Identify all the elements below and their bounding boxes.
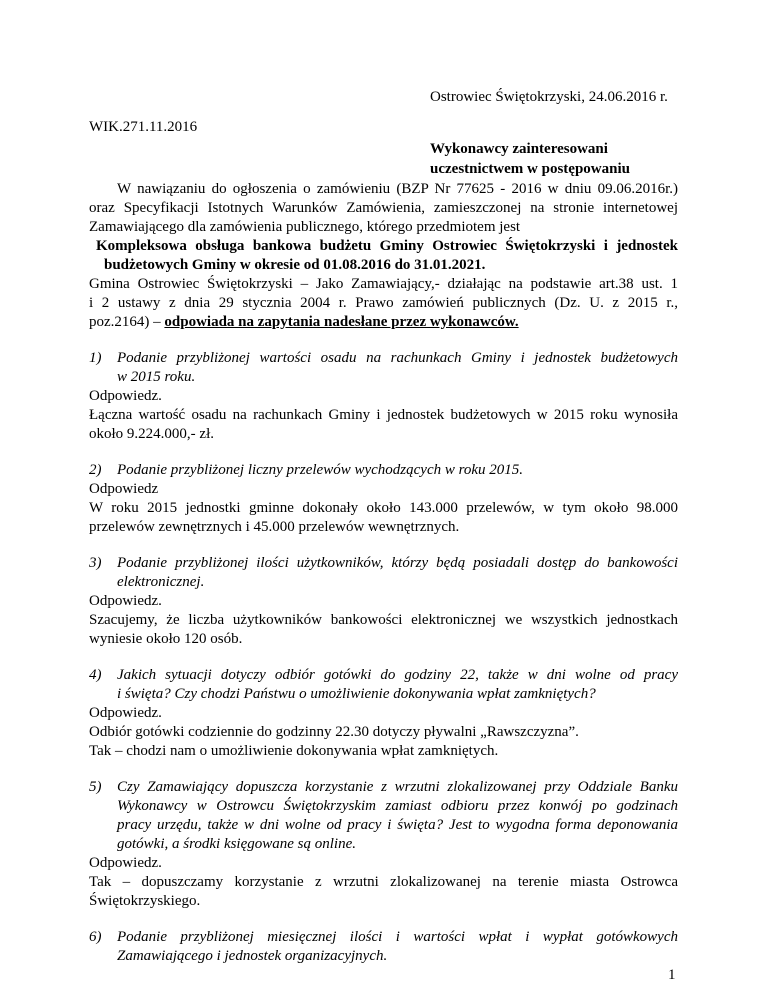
question-3-number: 3) <box>89 555 102 571</box>
question-4-text-1: Jakich sytuacji dotyczy odbiór gotówki do godziny 22, także w dni wolne od pracy <box>117 667 678 683</box>
intro-line-6-prefix: poz.2164) – <box>89 314 165 330</box>
answer-3-label: Odpowiedz. <box>89 593 162 609</box>
question-1-text-2: w 2015 roku. <box>117 369 196 385</box>
intro-line-1: W nawiązaniu do ogłoszenia o zamówieniu (BZP Nr 77625 - 2016 w dniu 09.06.2016r.) <box>117 181 678 197</box>
question-6-text-1: Podanie przybliżonej miesięcznej ilości i wartości wpłat i wypłat gotówkowych <box>117 929 678 945</box>
question-5-text-1: Czy Zamawiający dopuszcza korzystanie z wrzutni zlokalizowanej przy Oddziale Banku <box>117 779 678 795</box>
intro-line-3: Zamawiającego dla zamówienia publicznego, którego przedmiotem jest <box>89 219 521 235</box>
question-5-text-2: Wykonawcy w Ostrowcu Świętokrzyskim zamiast odbioru przez konwój po godzinach <box>117 798 678 814</box>
addressee-line-2: uczestnictwem w postępowaniu <box>430 161 630 177</box>
page-number: 1 <box>668 967 676 983</box>
question-5-text-4: gotówki, a środki księgowane są online. <box>117 836 357 852</box>
reference-number: WIK.271.11.2016 <box>89 119 198 135</box>
answer-3-text-2: wyniesie około 120 osób. <box>89 631 243 647</box>
answer-5-text-1: Tak – dopuszczamy korzystanie z wrzutni zlokalizowanej na terenie miasta Ostrowca <box>89 874 678 890</box>
question-6-number: 6) <box>89 929 102 945</box>
intro-line-6-emphasis: odpowiada na zapytania nadesłane przez wykonawców. <box>164 314 519 330</box>
answer-4-text-2: Tak – chodzi nam o umożliwienie dokonywania wpłat zamkniętych. <box>89 743 499 759</box>
addressee-line-1: Wykonawcy zainteresowani <box>430 141 608 157</box>
subject-line-2: budżetowych Gminy w okresie od 01.08.2016 do 31.01.2021. <box>104 257 486 273</box>
question-1-number: 1) <box>89 350 102 366</box>
question-4-text-2: i święta? Czy chodzi Państwu o umożliwienie dokonywania wpłat zamkniętych? <box>117 686 596 702</box>
intro-line-5: i 2 ustawy z dnia 29 stycznia 2004 r. Prawo zamówień publicznych (Dz. U. z 2015 r., <box>89 295 678 311</box>
question-3-text-2: elektronicznej. <box>117 574 205 590</box>
answer-1-label: Odpowiedz. <box>89 388 162 404</box>
place-date: Ostrowiec Świętokrzyski, 24.06.2016 r. <box>430 89 668 105</box>
question-6-text-2: Zamawiającego i jednostek organizacyjnych. <box>117 948 388 964</box>
answer-1-text-2: około 9.224.000,- zł. <box>89 426 214 442</box>
question-4-number: 4) <box>89 667 102 683</box>
question-2-number: 2) <box>89 462 102 478</box>
intro-line-2: oraz Specyfikacji Istotnych Warunków Zamówienia, zamieszczonej na stronie internetowej <box>89 200 678 216</box>
answer-2-text-1: W roku 2015 jednostki gminne dokonały około 143.000 przelewów, w tym około 98.000 <box>89 500 678 516</box>
answer-5-text-2: Świętokrzyskiego. <box>89 893 201 909</box>
answer-5-label: Odpowiedz. <box>89 855 162 871</box>
answer-2-label: Odpowiedz <box>89 481 159 497</box>
answer-4-text-1: Odbiór gotówki codziennie do godzinny 22.30 dotyczy pływalni „Rawszczyzna”. <box>89 724 579 740</box>
question-2-text-1: Podanie przybliżonej liczny przelewów wychodzących w roku 2015. <box>117 462 524 478</box>
subject-line-1: Kompleksowa obsługa bankowa budżetu Gminy Ostrowiec Świętokrzyski i jednostek <box>96 238 678 254</box>
intro-line-4: Gmina Ostrowiec Świętokrzyski – Jako Zamawiający,- działając na podstawie art.38 ust. 1 <box>89 276 678 292</box>
answer-3-text-1: Szacujemy, że liczba użytkowników bankowości elektronicznej we wszystkich jednostkach <box>89 612 678 628</box>
question-1-text-1: Podanie przybliżonej wartości osadu na rachunkach Gminy i jednostek budżetowych <box>117 350 678 366</box>
question-5-number: 5) <box>89 779 102 795</box>
question-3-text-1: Podanie przybliżonej ilości użytkowników, którzy będą posiadali dostęp do bankowości <box>117 555 678 571</box>
answer-1-text-1: Łączna wartość osadu na rachunkach Gminy i jednostek budżetowych w 2015 roku wynosiła <box>89 407 678 423</box>
answer-2-text-2: przelewów zewnętrznych i 45.000 przelewów wewnętrznych. <box>89 519 460 535</box>
intro-line-6 <box>89 313 519 331</box>
answer-4-label: Odpowiedz. <box>89 705 162 721</box>
question-5-text-3: pracy urzędu, także w dni wolne od pracy i święta? Jest to wygodna forma deponowania <box>117 817 678 833</box>
